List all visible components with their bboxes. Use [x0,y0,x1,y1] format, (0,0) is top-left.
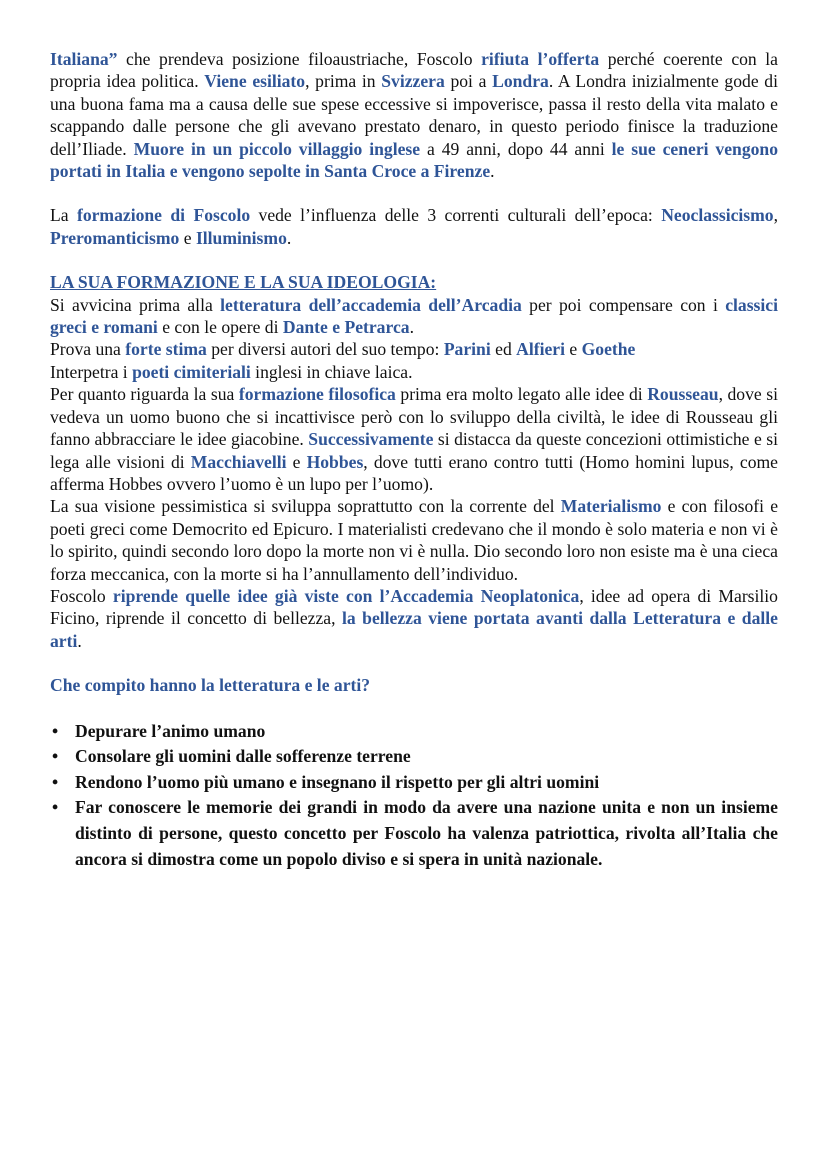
paragraph-materialismo [50,495,778,585]
text-run: per poi compensare con i [521,294,726,315]
term-rousseau: Rousseau [647,384,719,405]
list-item-text: Far conoscere le memorie dei grandi in modo da avere una nazione unita e non un insieme distinto di persone, questo concetto per Foscolo ha valenza patriottica, rivolta all’Italia che ancora si dimostra come un popolo diviso e si spera in unità nazionale. [75,797,778,869]
bullet-icon: • [52,746,59,767]
term-classici: classici greci e romani [50,294,778,338]
text-run: inglesi in chiave laica. [250,361,413,382]
text-run: che prendeva posizione filoaustriache, Foscolo [117,49,482,69]
text-run: Per quanto riguarda la sua [50,384,239,405]
term-italiana: Italiana” [50,49,118,69]
bullet-icon: • [52,797,59,818]
term-arcadia: letteratura dell’accademia dell’Arcadia [220,294,522,315]
term-alfieri: Alfieri [516,339,565,360]
term-hobbes: Hobbes [306,451,364,472]
term-formazione-filosofica: formazione filosofica [238,384,396,405]
text-run: si distacca da queste concezioni ottimistiche e si lega alle visioni di [50,429,778,472]
text-run: La [50,205,77,226]
text-run: , dove si vedeva un uomo buono che si incattivisce però con lo sviluppo della civiltà, le idee di Rousseau gli fanno abbracciare le idee giacobine. [50,384,778,450]
text-run: . [409,317,414,338]
term-dante-petrarca: Dante e Petrarca [282,317,410,338]
term-parini: Parini [443,339,491,360]
term-svizzera: Svizzera [381,71,445,92]
paragraph-cimiteriali [50,361,778,383]
term-formazione-foscolo: formazione di Foscolo [76,205,251,226]
term-neoclassicismo: Neoclassicismo [661,205,774,226]
term-neoplatonica: riprende quelle idee già viste con l’Accademia Neoplatonica [112,585,580,606]
bullet-list [50,719,778,873]
text-run: La sua visione pessimistica si sviluppa soprattutto con la corrente del [50,496,561,517]
paragraph-stima [50,338,778,360]
text-run: . [490,161,495,182]
bullet-icon: • [52,771,59,792]
term-successivamente: Successivamente [308,429,434,450]
paragraph-exile [50,48,778,182]
text-run: perché coerente con la propria idea politica. [50,49,778,92]
list-item-text: Rendono l’uomo più umano e insegnano il rispetto per gli altri uomini [75,771,600,792]
text-run: a 49 anni, dopo 44 anni [420,138,612,159]
term-muore: Muore in un piccolo villaggio inglese [133,138,421,159]
paragraph-neoplatonica [50,585,778,652]
text-run: Foscolo [50,585,113,606]
list-item [50,770,778,796]
term-illuminismo: Illuminismo [195,227,287,248]
text-run: per diversi autori del suo tempo: [206,339,444,360]
text-run: prima era molto legato alle idee di [395,384,648,405]
term-londra: Londra [492,71,549,92]
term-ceneri: le sue ceneri vengono portati in Italia e vengono sepolte in Santa Croce a Firenze [50,138,779,182]
text-run: vede l’influenza delle 3 correnti culturali dell’epoca: [250,205,662,226]
text-run: , [773,205,778,226]
list-item [50,744,778,770]
text-run: . A Londra inizialmente gode di una buona fama ma a causa delle sue spese eccessive si impoverisce, passa il resto della vita malato e scappando dalle persone che gli avevano prestato denaro, in questo periodo finisce la traduzione dell’Iliade. [50,71,778,159]
paragraph-formazione [50,204,778,249]
term-macchiavelli: Macchiavelli [190,451,287,472]
text-run: , idee ad opera di Marsilio Ficino, riprende il concetto di bellezza, [50,585,778,629]
section-heading: LA SUA FORMAZIONE E LA SUA IDEOLOGIA: [50,272,437,293]
term-preromanticismo: Preromanticismo [50,227,180,248]
term-goethe: Goethe [581,339,636,360]
paragraph-arcadia [50,294,778,339]
bullet-icon: • [52,720,59,741]
text-run: . [286,227,292,248]
paragraph-filosofica [50,383,778,495]
text-run: e [565,339,582,360]
text-run: , prima in [305,71,382,92]
text-run: e [179,227,196,248]
text-run: e con filosofi e poeti greci come Democrito ed Epicuro. I materialisti credevano che il mondo è solo materia e non vi è lo spirito, quindi secondo loro dopo la morte non vi è nulla. Dio secondo loro non esiste ma è una cieca forza meccanica, con la morte si ha l’annullamento dell’individuo. [50,496,779,584]
text-run: ed [490,339,517,360]
list-item [50,719,778,745]
term-forte-stima: forte stima [125,339,207,360]
text-run: e con le opere di [157,317,283,338]
list-item [50,795,778,872]
term-esiliato: Viene esiliato [204,71,306,92]
term-bellezza: la bellezza viene portata avanti dalla Letteratura e dalle arti [50,608,778,651]
text-run: Interpetra i [50,361,133,382]
text-run: Si avvicina prima alla [50,294,221,315]
text-run: poi a [444,71,493,92]
term-materialismo: Materialismo [560,496,662,517]
list-item-text: Depurare l’animo umano [75,720,266,741]
list-item-text: Consolare gli uomini dalle sofferenze terrene [75,746,411,767]
question-heading: Che compito hanno la letteratura e le arti? [50,675,371,696]
text-run: , dove tutti erano contro tutti (Homo homini lupus, come afferma Hobbes ovvero l’uomo è un lupo per l’uomo). [50,451,778,494]
term-poeti-cimiteriali: poeti cimiteriali [132,361,251,382]
text-run: . [77,630,82,651]
term-rifiuta-offerta: rifiuta l’offerta [481,49,600,69]
text-run: e [286,451,307,472]
text-run: Prova una [50,339,126,360]
